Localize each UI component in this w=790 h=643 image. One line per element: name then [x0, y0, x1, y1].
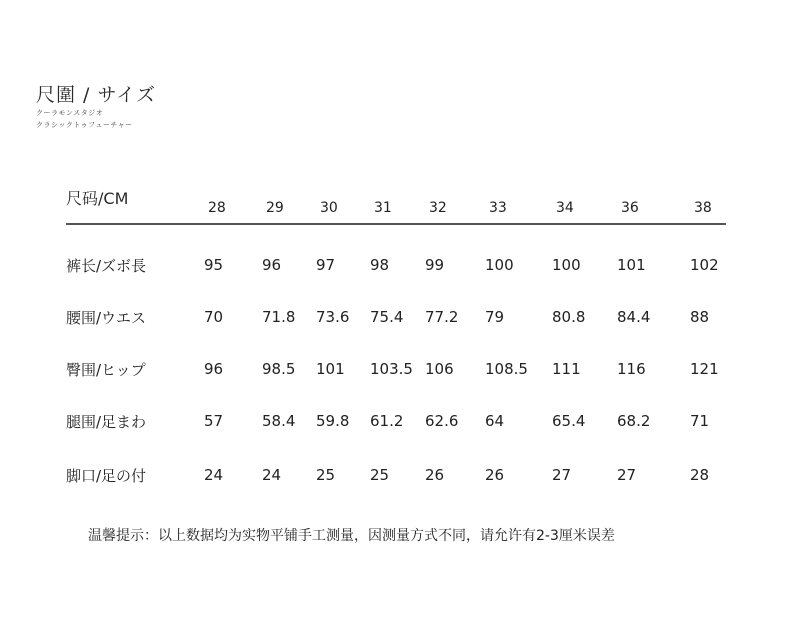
measurement-value-cell: 73.6: [316, 308, 350, 326]
subtitle-line-2: クラシックトゥフューチャー: [36, 121, 133, 129]
size-header-cell: 33: [489, 200, 507, 216]
measurement-value-cell: 25: [370, 466, 390, 484]
measurement-value-cell: 25: [316, 466, 336, 484]
size-header-cell: 32: [429, 200, 447, 216]
subtitle-line-1: クーラモンスタジオ: [36, 109, 104, 117]
measurement-value-cell: 102: [690, 256, 719, 274]
measurement-value-cell: 26: [485, 466, 505, 484]
measurement-value-cell: 103.5: [370, 360, 413, 378]
measurement-value-cell: 27: [617, 466, 637, 484]
measurement-value-cell: 101: [316, 360, 345, 378]
measurement-value-cell: 71: [690, 412, 710, 430]
measurement-value-cell: 28: [690, 466, 710, 484]
size-header-cell: 34: [556, 200, 574, 216]
measurement-value-cell: 64: [485, 412, 505, 430]
measurement-value-cell: 27: [552, 466, 572, 484]
measurement-value-cell: 84.4: [617, 308, 651, 326]
measurement-value-cell: 99: [425, 256, 445, 274]
measurement-value-cell: 61.2: [370, 412, 404, 430]
measurement-row-label: 腰围/ウエス: [66, 309, 147, 327]
measurement-value-cell: 88: [690, 308, 710, 326]
size-header-cell: 30: [320, 200, 338, 216]
size-header-cell: 36: [621, 200, 639, 216]
size-header-cell: 38: [694, 200, 712, 216]
measurement-value-cell: 100: [552, 256, 581, 274]
size-header-cell: 28: [208, 200, 226, 216]
measurement-value-cell: 111: [552, 360, 581, 378]
measurement-value-cell: 106: [425, 360, 454, 378]
measurement-value-cell: 108.5: [485, 360, 528, 378]
header-divider: [66, 223, 726, 225]
measurement-value-cell: 116: [617, 360, 646, 378]
measurement-value-cell: 26: [425, 466, 445, 484]
measurement-row-label: 臀围/ヒップ: [66, 361, 146, 379]
measurement-note: 温馨提示：以上数据均为实物平铺手工测量，因测量方式不同，请允许有2-3厘米误差: [88, 528, 615, 544]
measurement-value-cell: 79: [485, 308, 505, 326]
measurement-value-cell: 96: [204, 360, 224, 378]
measurement-row-label: 腿围/足まわ: [66, 413, 147, 431]
measurement-value-cell: 98.5: [262, 360, 296, 378]
measurement-value-cell: 77.2: [425, 308, 459, 326]
size-header-cell: 31: [374, 200, 392, 216]
measurement-value-cell: 59.8: [316, 412, 350, 430]
size-chart-title: 尺圍 / サイズ: [36, 84, 156, 106]
measurement-value-cell: 68.2: [617, 412, 651, 430]
measurement-value-cell: 95: [204, 256, 224, 274]
measurement-value-cell: 65.4: [552, 412, 586, 430]
measurement-value-cell: 98: [370, 256, 390, 274]
measurement-row-label: 裤长/ズボ長: [66, 257, 147, 275]
measurement-value-cell: 70: [204, 308, 224, 326]
measurement-value-cell: 62.6: [425, 412, 459, 430]
size-unit-label: 尺码/CM: [66, 189, 129, 208]
measurement-value-cell: 100: [485, 256, 514, 274]
measurement-row-label: 脚口/足の付: [66, 467, 147, 485]
measurement-value-cell: 97: [316, 256, 336, 274]
measurement-value-cell: 58.4: [262, 412, 296, 430]
measurement-value-cell: 75.4: [370, 308, 404, 326]
measurement-value-cell: 80.8: [552, 308, 586, 326]
measurement-value-cell: 121: [690, 360, 719, 378]
size-header-cell: 29: [266, 200, 284, 216]
measurement-value-cell: 96: [262, 256, 282, 274]
measurement-value-cell: 57: [204, 412, 224, 430]
measurement-value-cell: 24: [204, 466, 224, 484]
measurement-value-cell: 71.8: [262, 308, 296, 326]
measurement-value-cell: 101: [617, 256, 646, 274]
measurement-value-cell: 24: [262, 466, 282, 484]
